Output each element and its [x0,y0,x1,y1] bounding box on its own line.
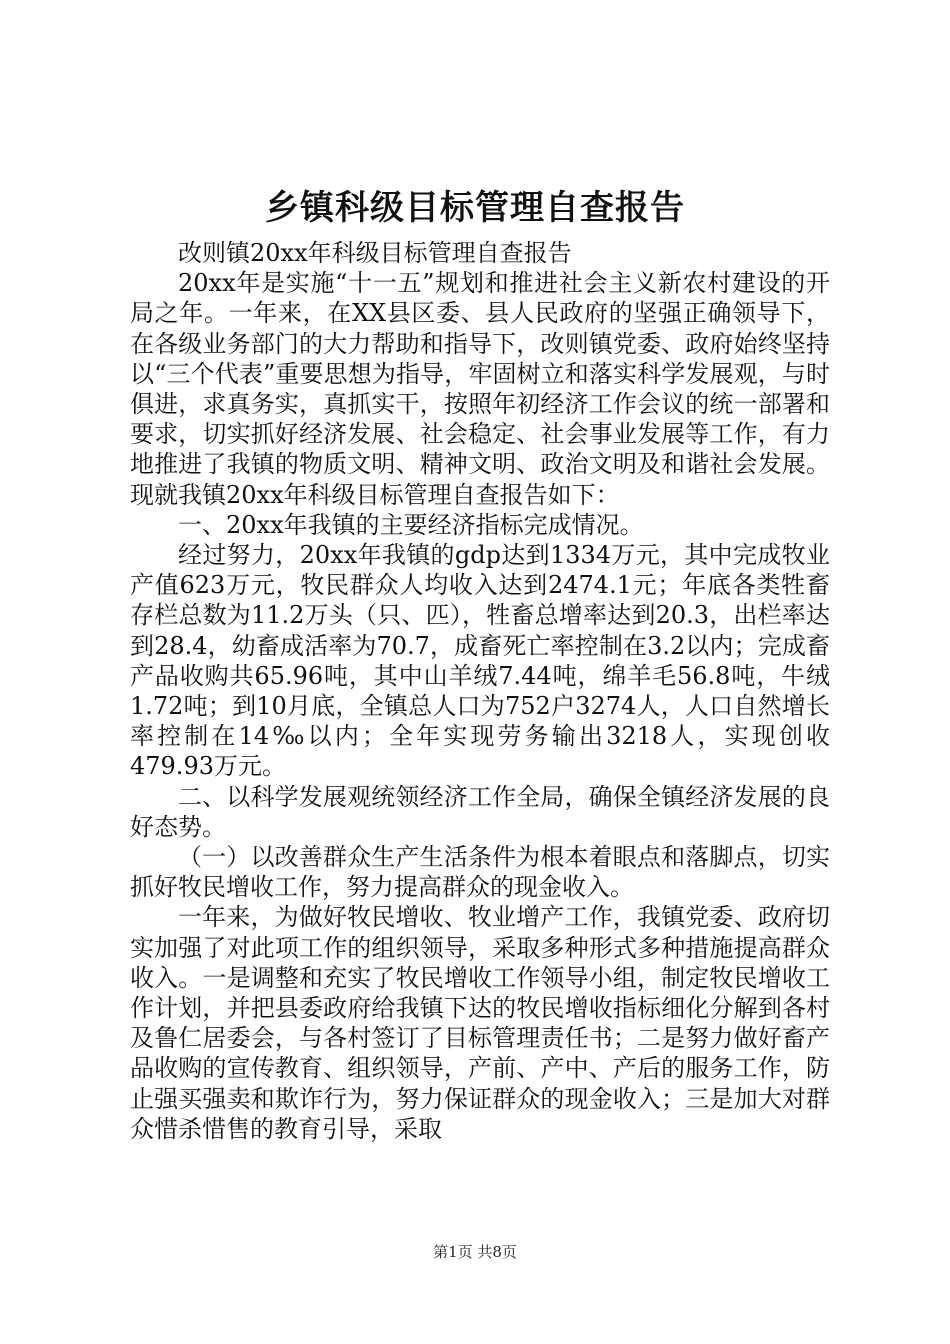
paragraph-indicators: 经过努力，20xx年我镇的gdp达到1334万元，其中完成牧业产值623万元，牧民群众人均收入达到2474.1元；年底各类牲畜存栏总数为11.2万头（只、匹），牲畜总增率达到20.3，出栏率达到28.4，幼畜成活率为70.7，成畜死亡率控制在3.2以内；完成畜产品收购共65.96吨，其中山羊绒7.44吨，绵羊毛56.8吨，牛绒1.72吨；到10月底，全镇总人口为752户3274人，人口自然增长率控制在14‰以内；全年实现劳务输出3218人，实现创收479.93万元。 [130,541,830,781]
subsection-heading-1: （一）以改善群众生产生活条件为根本着眼点和落脚点，切实抓好牧民增收工作，努力提高群众的现金收入。 [130,843,830,902]
paragraph-intro: 20xx年是实施“十一五”规划和推进社会主义新农村建设的开局之年。一年来，在XX县区委、县人民政府的坚强正确领导下，在各级业务部门的大力帮助和指导下，改则镇党委、政府始终坚持以“三个代表”重要思想为指导，牢固树立和落实科学发展观，与时俱进，求真务实，真抓实干，按照年初经济工作会议的统一部署和要求，切实抓好经济发展、社会稳定、社会事业发展等工作，有力地推进了我镇的物质文明、精神文明、政治文明及和谐社会发展。现就我镇20xx年科级目标管理自查报告如下： [130,269,830,509]
paragraph-subtitle: 改则镇20xx年科级目标管理自查报告 [178,239,572,267]
section-heading-1: 一、20xx年我镇的主要经济指标完成情况。 [178,510,644,539]
document-body [130,238,830,1144]
document-title: 乡镇科级目标管理自查报告 [265,188,685,228]
page-footer: 第1页 共8页 [433,1243,517,1261]
paragraph-income-measures: 一年来，为做好牧民增收、牧业增产工作，我镇党委、政府切实加强了对此项工作的组织领导，采取多种形式多种措施提高群众收入。一是调整和充实了牧民增收工作领导小组，制定牧民增收工作计划，并把县委政府给我镇下达的牧民增收指标细化分解到各村及鲁仁居委会，与各村签订了目标管理责任书；二是努力做好畜产品收购的宣传教育、组织领导，产前、产中、产后的服务工作，防止强买强卖和欺诈行为，努力保证群众的现金收入；三是加大对群众惜杀惜售的教育引导，采取 [130,903,830,1143]
section-heading-2: 二、以科学发展观统领经济工作全局，确保全镇经济发展的良好态势。 [130,782,830,841]
